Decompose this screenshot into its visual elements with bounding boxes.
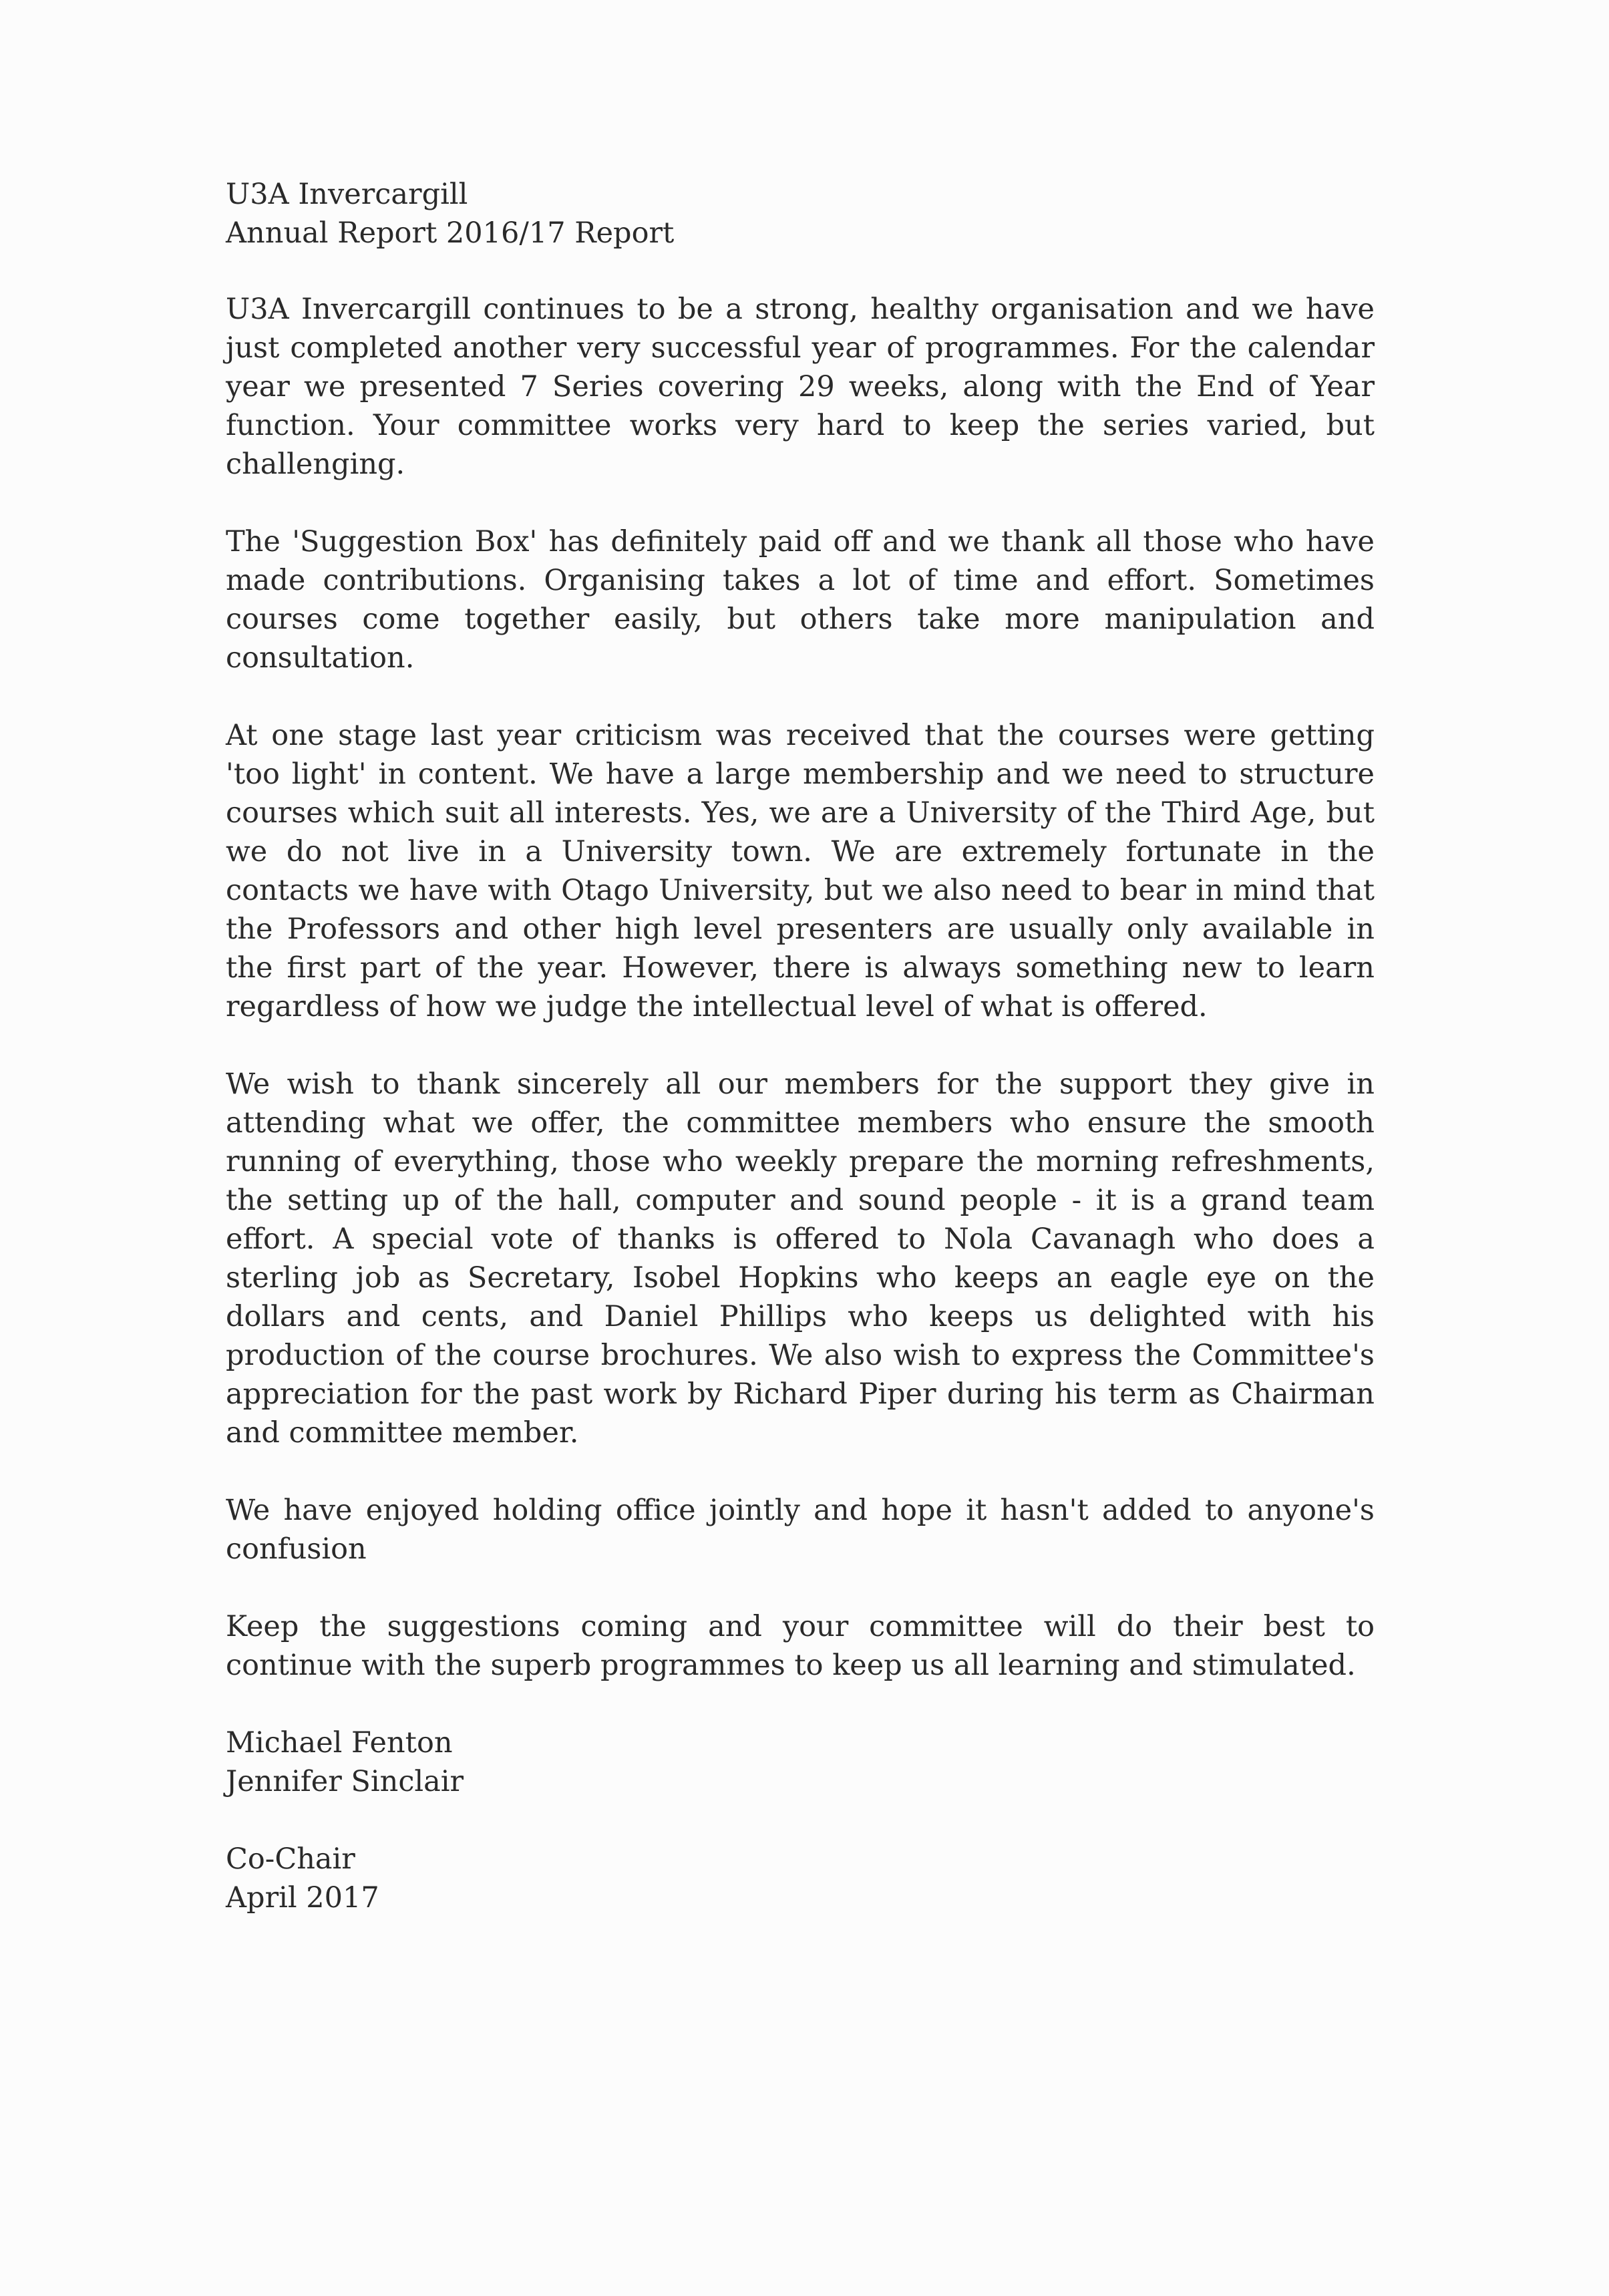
letter-header [226, 175, 1375, 253]
paragraph-thanks: We wish to thank sincerely all our members for the support they give in attending what we offer, the committee members who ensure the smooth running of everything, those who weekly prepare the morning refreshments, the setting up of the hall, computer and sound people - it is a grand team effort. A special vote of thanks is offered to Nola Cavanagh who does a sterling job as Secretary, Isobel Hopkins who keeps an eagle eye on the dollars and cents, and Daniel Phillips who keeps us delighted with his production of the course brochures. We also wish to express the Committee's appreciation for the past work by Richard Piper during his term as Chairman and committee member. [226, 1068, 1375, 1450]
paragraph-joint-office: We have enjoyed holding office jointly and hope it hasn't added to anyone's confusion [226, 1494, 1375, 1566]
paragraph-closing: Keep the suggestions coming and your committee will do their best to continue with the superb programmes to keep us all learning and stimulated. [226, 1610, 1375, 1682]
signatory-name: Michael Fenton [226, 1726, 453, 1760]
paragraph-overview: U3A Invercargill continues to be a strong, healthy organisation and we have just completed another very successful year of programmes. For the calendar year we presented 7 Series covering 29 weeks, along with the End of Year function. Your committee works very hard to keep the series varied, but challenging. [226, 293, 1375, 481]
signatory-name: Jennifer Sinclair [226, 1765, 464, 1798]
letter-date: April 2017 [226, 1881, 379, 1915]
report-title: Annual Report 2016/17 Report [226, 216, 675, 250]
signatories [226, 1724, 1375, 1801]
paragraph-suggestion-box: The 'Suggestion Box' has definitely paid off and we thank all those who have made contributions. Organising takes a lot of time and effort. Sometimes courses come together easily, but others take more manipulation and consultation. [226, 525, 1375, 675]
role-and-date [226, 1840, 1375, 1917]
organisation-name: U3A Invercargill [226, 178, 468, 211]
paragraph-course-content: At one stage last year criticism was received that the courses were getting 'too light' in content. We have a large membership and we need to structure courses which suit all interests. Yes, we are a University of the Third Age, but we do not live in a University town. We are extremely fortunate in the contacts we have with Otago University, but we also need to bear in mind that the Professors and other high level presenters are usually only available in the first part of the year. However, there is always something new to learn regardless of how we judge the intellectual level of what is offered. [226, 719, 1375, 1023]
signatory-role: Co-Chair [226, 1842, 355, 1876]
letter-body [226, 175, 1375, 1956]
